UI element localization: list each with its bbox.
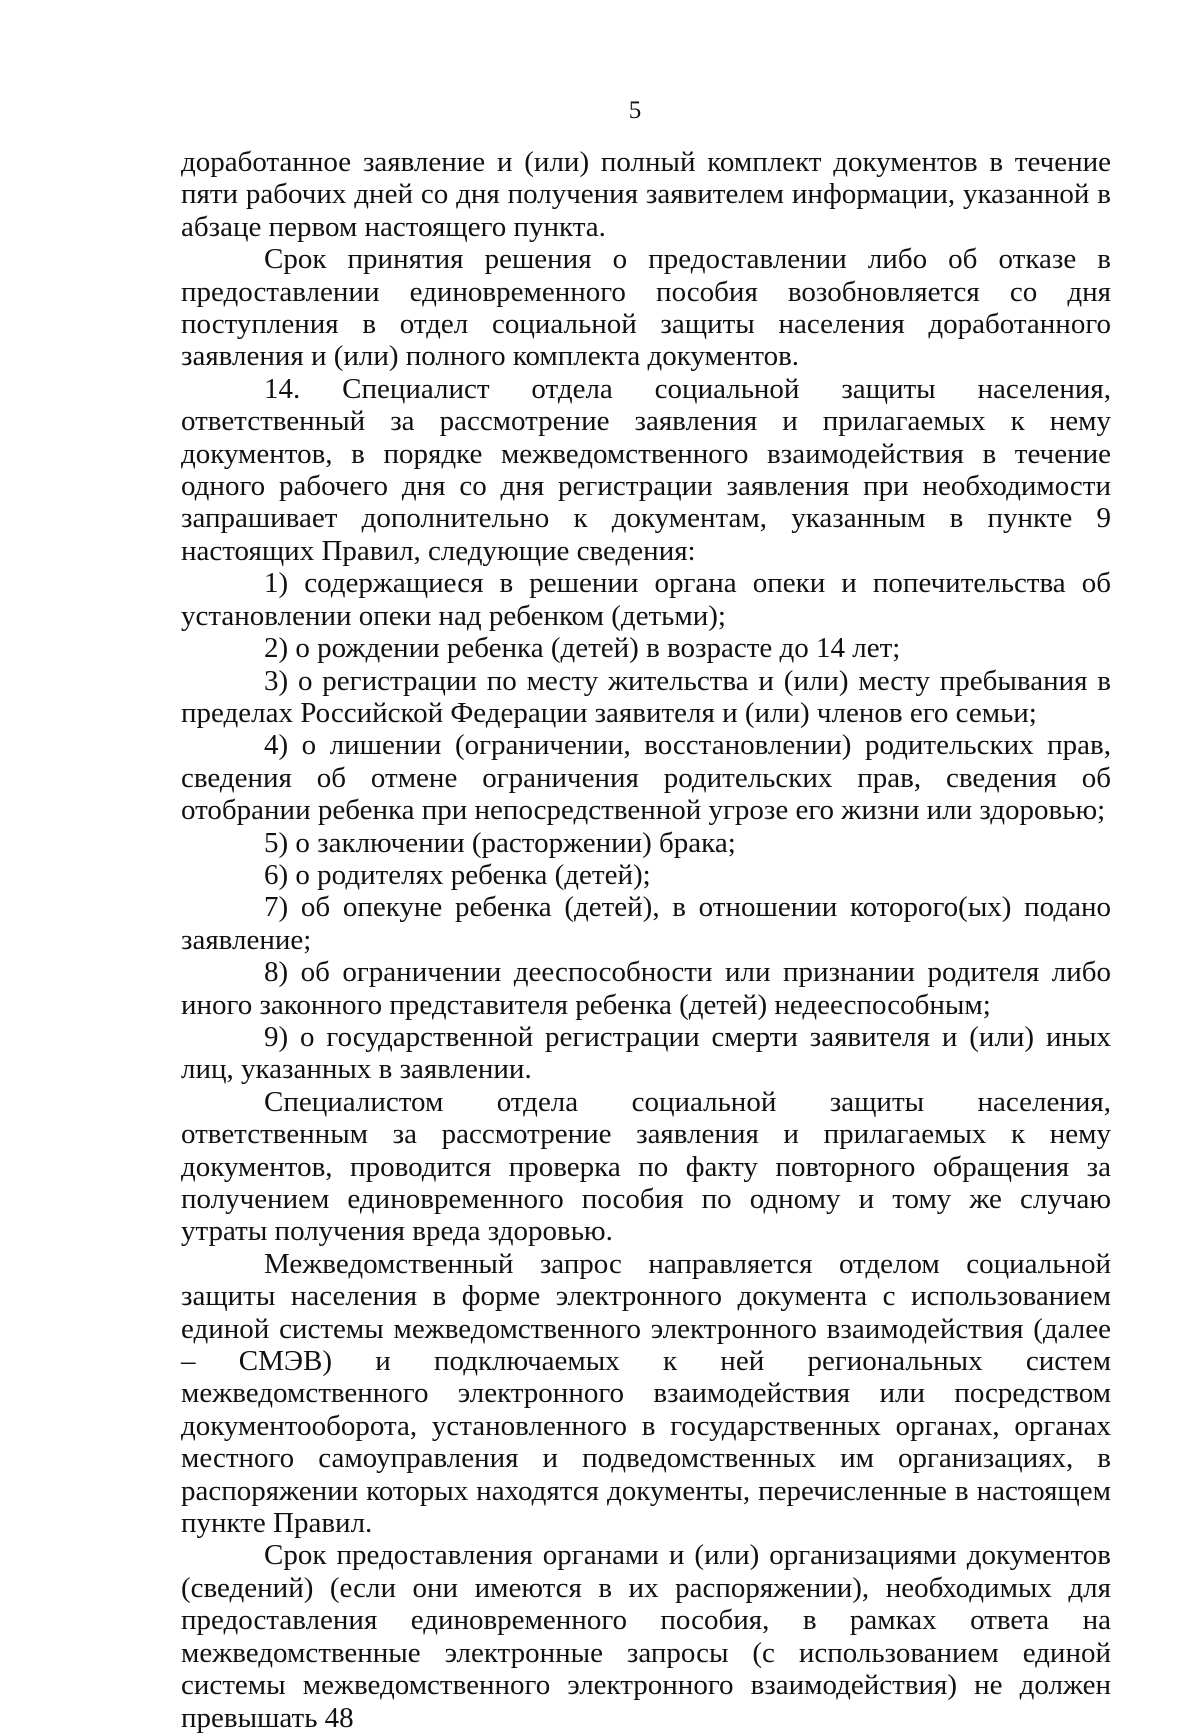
list-item-7: 7) об опекуне ребенка (детей), в отношении которого(ых) подано заявление; <box>181 891 1111 956</box>
paragraph-response-term: Срок предоставления органами и (или) организациями документов (сведений) (если они имеются в их распоряжении), необходимых для предоставления единовременного пособия, в рамках ответа на межведомственные электронные запросы (с использованием единой системы межведомственного электронного взаимодействия) не должен превышать 48 <box>181 1539 1111 1734</box>
paragraph-repeat-check: Специалистом отдела социальной защиты населения, ответственным за рассмотрение заявления и прилагаемых к нему документов, проводится проверка по факту повторного обращения за получением единовременного пособия по одному и тому же случаю утраты получения вреда здоровью. <box>181 1085 1111 1248</box>
list-item-4: 4) о лишении (ограничении, восстановлении) родительских прав, сведения об отмене ограничения родительских прав, сведения об отобрании ребенка при непосредственной угрозе его жизни или здоровью; <box>181 729 1111 827</box>
paragraph-decision-term: Срок принятия решения о предоставлении либо об отказе в предоставлении единовременного пособия возобновляется со дня поступления в отдел социальной защиты населения доработанного заявления и (или) полного комплекта документов. <box>181 243 1111 373</box>
list-item-8: 8) об ограничении дееспособности или признании родителя либо иного законного представителя ребенка (детей) недееспособным; <box>181 956 1111 1021</box>
document-body <box>181 146 1111 1734</box>
paragraph-continuation: доработанное заявление и (или) полный комплект документов в течение пяти рабочих дней со дня получения заявителем информации, указанной в абзаце первом настоящего пункта. <box>181 146 1111 243</box>
list-item-1: 1) содержащиеся в решении органа опеки и попечительства об установлении опеки над ребенком (детьми); <box>181 567 1111 632</box>
paragraph-interagency-request: Межведомственный запрос направляется отделом социальной защиты населения в форме электронного документа с использованием единой системы межведомственного электронного взаимодействия (далее – СМЭВ) и подключаемых к ней региональных систем межведомственного электронного взаимодействия или посредством документооборота, установленного в государственных органах, органах местного самоуправления и подведомственных им организациях, в распоряжении которых находятся документы, перечисленные в настоящем пункте Правил. <box>181 1247 1111 1540</box>
list-item-2: 2) о рождении ребенка (детей) в возрасте до 14 лет; <box>264 632 901 665</box>
paragraph-clause-14: 14. Специалист отдела социальной защиты населения, ответственный за рассмотрение заявления и прилагаемых к нему документов, в порядке межведомственного взаимодействия в течение одного рабочего дня со дня регистрации заявления при необходимости запрашивает дополнительно к документам, указанным в пункте 9 настоящих Правил, следующие сведения: <box>181 372 1111 567</box>
list-item-5: 5) о заключении (расторжении) брака; <box>264 826 736 859</box>
list-item-9: 9) о государственной регистрации смерти заявителя и (или) иных лиц, указанных в заявлении. <box>181 1020 1111 1086</box>
page-number: 5 <box>628 97 642 124</box>
list-item-6: 6) о родителях ребенка (детей); <box>264 858 651 891</box>
list-item-3: 3) о регистрации по месту жительства и (или) месту пребывания в пределах Российской Федерации заявителя и (или) членов его семьи; <box>181 664 1111 729</box>
